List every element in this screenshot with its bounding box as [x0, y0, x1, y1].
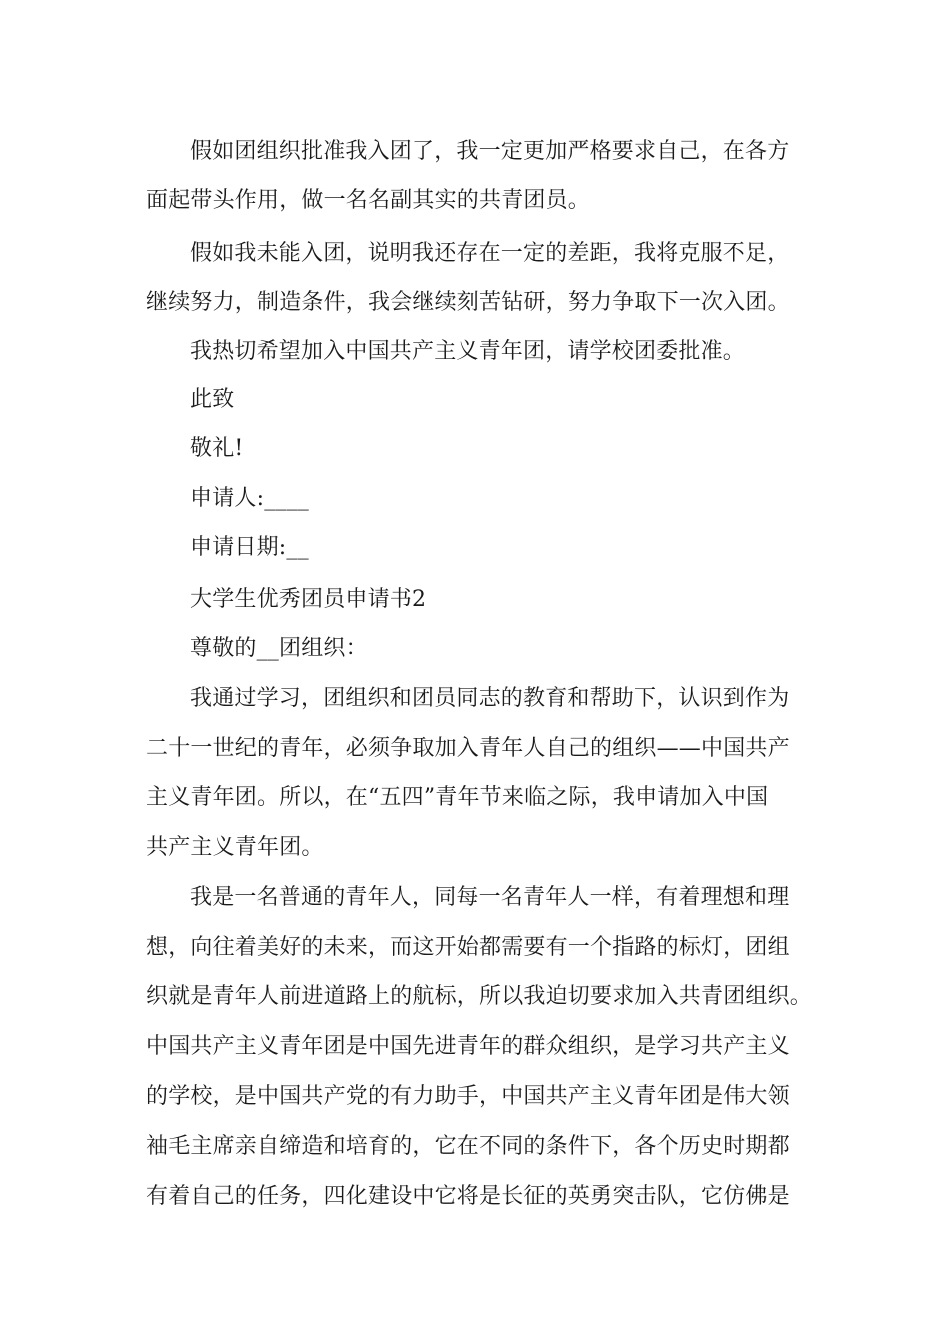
salutation-line: 敬礼!: [190, 436, 244, 461]
paragraph-line: 我通过学习，团组织和团员同志的教育和帮助下，认识到作为: [190, 686, 790, 711]
paragraph-line: 织就是青年人前进道路上的航标，所以我迫切要求加入共青团组织。: [146, 984, 813, 1009]
greeting-line: 尊敬的__团组织：: [190, 636, 368, 661]
paragraph-line: 袖毛主席亲自缔造和培育的，它在不同的条件下，各个历史时期都: [146, 1134, 790, 1159]
applicant-line: 申请人:____: [190, 486, 310, 511]
paragraph-line: 我热切希望加入中国共产主义青年团，请学校团委批准。: [190, 339, 746, 364]
paragraph-line: 我是一名普通的青年人，同每一名青年人一样，有着理想和理: [190, 885, 790, 910]
paragraph-line: 有着自己的任务，四化建设中它将是长征的英勇突击队，它仿佛是: [146, 1184, 790, 1209]
closing-line: 此致: [190, 387, 235, 412]
paragraph-line: 想，向往着美好的未来，而这开始都需要有一个指路的标灯，团组: [146, 935, 790, 960]
paragraph-line: 主义青年团。所以，在“五四”青年节来临之际，我申请加入中国: [146, 785, 769, 810]
paragraph-line: 的学校，是中国共产党的有力助手，中国共产主义青年团是伟大领: [146, 1084, 790, 1109]
paragraph-line: 假如团组织批准我入团了，我一定更加严格要求自己，在各方: [190, 139, 790, 164]
paragraph-line: 面起带头作用，做一名名副其实的共青团员。: [146, 188, 591, 213]
paragraph-line: 共产主义青年团。: [146, 835, 324, 860]
paragraph-line: 继续努力，制造条件，我会继续刻苦钻研，努力争取下一次入团。: [146, 290, 790, 315]
section-title: 大学生优秀团员申请书2: [190, 587, 427, 612]
paragraph-line: 中国共产主义青年团是中国先进青年的群众组织，是学习共产主义: [146, 1034, 790, 1059]
paragraph-line: 二十一世纪的青年，必须争取加入青年人自己的组织——中国共产: [146, 736, 790, 761]
paragraph-line: 假如我未能入团，说明我还存在一定的差距，我将克服不足，: [190, 241, 790, 266]
date-line: 申请日期:__: [190, 535, 309, 560]
